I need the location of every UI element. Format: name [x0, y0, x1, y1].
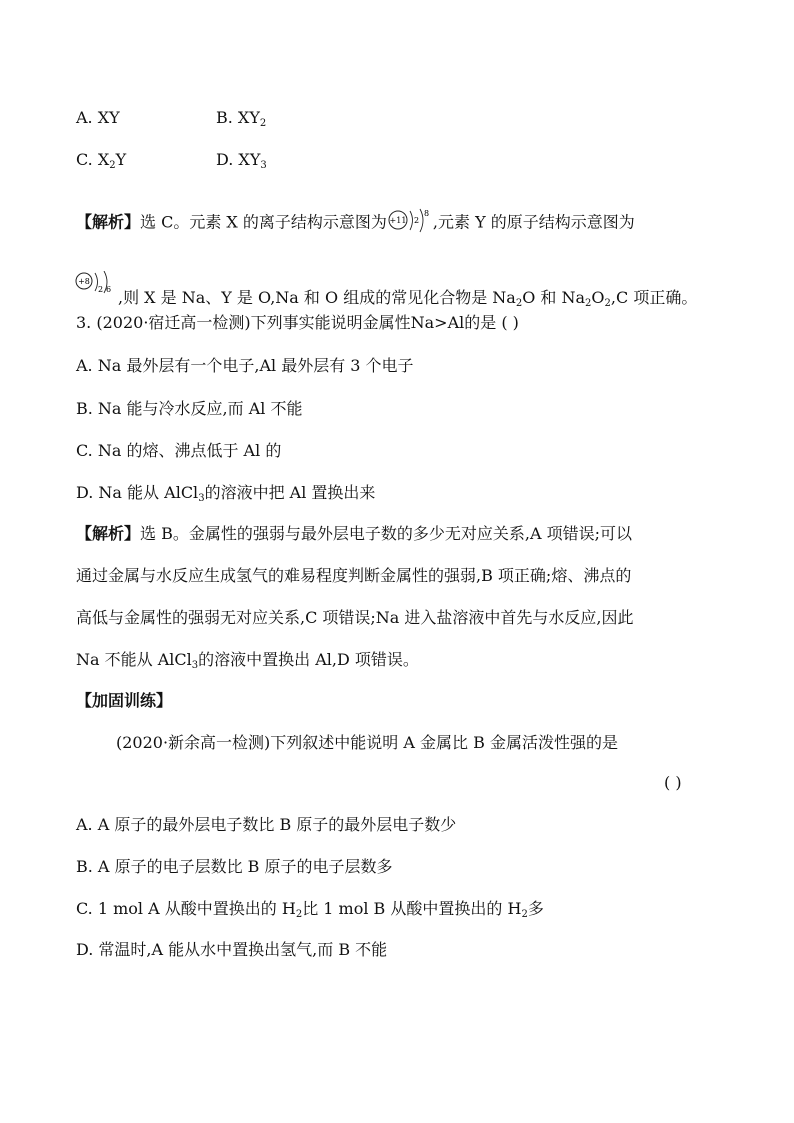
analysis-tag: 【解析】 — [76, 524, 141, 543]
analysis-2-line-3: 高低与金属性的强弱无对应关系,C 项错误;Na 进入盐溶液中首先与水反应,因此 — [76, 608, 634, 627]
question-3-stem: 3. (2020·宿迁高一检测)下列事实能说明金属性Na>Al的是 ( ) — [76, 313, 519, 332]
analysis-1-line-2: +8 2 6 ,则 X 是 Na、Y 是 O,Na 和 O 组成的常见化合物是 $Na_2O$ 和 $Na_2O_2,C$ 项正确。 — [76, 271, 697, 308]
option-a-top: A. XY — [76, 108, 120, 127]
svg-text:2: 2 — [413, 216, 420, 225]
reinforce-option-c: C. 1 mol A 从酸中置换出的 $H_2$比 1 mol B 从酸中置换出的 $H_2$多 — [76, 899, 544, 920]
svg-text:6: 6 — [106, 285, 112, 294]
svg-text:8: 8 — [423, 209, 430, 218]
analysis-2-line-1: 【解析】选 B。金属性的强弱与最外层电子数的多少无对应关系,A 项错误;可以 — [76, 524, 632, 543]
question-3-option-c: C. Na 的熔、沸点低于 Al 的 — [76, 441, 282, 460]
reinforce-option-b: B. A 原子的电子层数比 B 原子的电子层数多 — [76, 857, 393, 876]
ion-structure-diagram-x — [387, 208, 433, 238]
reinforce-option-a: A. A 原子的最外层电子数比 B 原子的最外层电子数少 — [76, 815, 457, 834]
answer-parentheses: ( ) — [664, 773, 682, 792]
reinforce-option-d: D. 常温时,A 能从水中置换出氢气,而 B 不能 — [76, 940, 388, 959]
analysis-2-line-2: 通过金属与水反应生成氢气的难易程度判断金属性的强弱,B 项正确;熔、沸点的 — [76, 566, 632, 585]
option-d-top: D. $XY_3$ — [216, 150, 267, 171]
question-3-option-a: A. Na 最外层有一个电子,Al 最外层有 3 个电子 — [76, 356, 414, 375]
analysis-2-line-4: Na 不能从 AlCl$_3$的溶液中置换出 Al,D 项错误。 — [76, 650, 419, 671]
question-3-option-d: D. Na 能从 AlCl$_3$的溶液中把 Al 置换出来 — [76, 483, 376, 504]
option-b-top: B. $XY_2$ — [216, 108, 267, 129]
svg-text:+11: +11 — [389, 216, 407, 225]
question-3-option-b: B. Na 能与冷水反应,而 Al 不能 — [76, 399, 303, 418]
analysis-tag: 【解析】 — [76, 212, 141, 232]
svg-text:2: 2 — [98, 285, 104, 294]
atom-structure-diagram-y — [74, 271, 118, 301]
option-c-top: C. $X_2Y$ — [76, 150, 127, 171]
reinforce-heading: 【加固训练】 — [76, 691, 173, 710]
svg-text:+8: +8 — [78, 277, 90, 286]
analysis-1-line-1: 【解析】选 C。元素 X 的离子结构示意图为 +11 2 8 ,元素 Y 的原子结构示意图为 — [76, 208, 635, 238]
reinforce-stem: (2020·新余高一检测)下列叙述中能说明 A 金属比 B 金属活泼性强的是 — [116, 733, 618, 752]
